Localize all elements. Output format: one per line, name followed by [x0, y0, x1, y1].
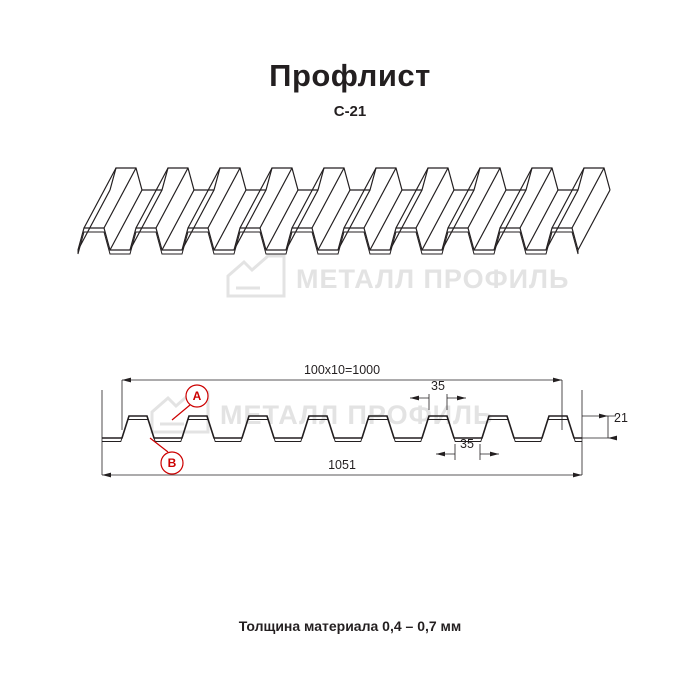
callout-a-label: A	[192, 389, 202, 403]
cross-section-drawing	[80, 350, 640, 500]
dimension-flange-top	[410, 394, 466, 410]
page-subtitle: С-21	[333, 103, 367, 120]
isometric-sheet-illustration	[70, 150, 630, 310]
callout-b-label: B	[167, 456, 177, 470]
dimension-height-label: 21	[614, 411, 628, 425]
callout-a	[172, 385, 208, 420]
watermark-text-1: МЕТАЛЛ ПРОФИЛЬ	[296, 264, 570, 294]
watermark-text-2: МЕТАЛЛ ПРОФИЛЬ	[220, 400, 494, 430]
material-thickness-note: Толщина материала 0,4 – 0,7 мм	[238, 618, 462, 634]
dimension-flange-top-label: 35	[431, 379, 445, 393]
profile-section-outline	[102, 416, 582, 442]
dimension-total-width-label: 1051	[328, 458, 356, 472]
dimension-working-width-label: 100x10=1000	[303, 363, 381, 377]
page-title: Профлист	[269, 58, 431, 93]
dimension-flange-bottom-label: 35	[460, 437, 474, 451]
callout-b	[150, 438, 183, 474]
